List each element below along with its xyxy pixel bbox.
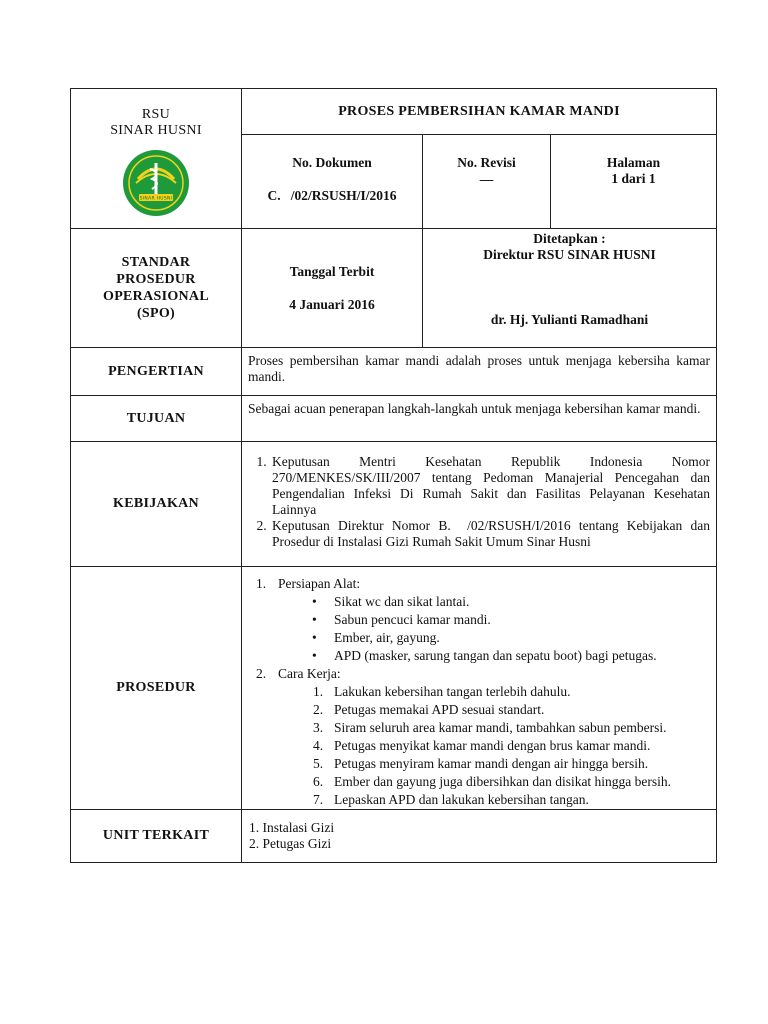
tujuan-row [71,396,716,442]
tanggal-terbit-value: 4 Januari 2016 [289,297,375,312]
tujuan-content [242,396,716,441]
unit-terkait-label: UNIT TERKAIT [71,810,242,862]
list-item: 3. Siram seluruh area kamar mandi, tambahkan sabun pembersi. [313,720,667,735]
list-item: 7. Lepaskan APD dan lakukan kebersihan tangan. [313,792,589,807]
no-revisi-cell [423,135,551,228]
spo-line3: OPERASIONAL [103,289,209,304]
list-item: 2. Petugas memakai APD sesuai standart. [313,702,545,717]
list-item: 5. Petugas menyiram kamar mandi dengan air hingga bersih. [313,756,649,771]
no-dokumen-cell [242,135,423,228]
hospital-name-line1: RSU [141,107,171,122]
list-item: • Sabun pencuci kamar mandi. [312,612,491,627]
spo-row [71,229,716,348]
halaman-cell [551,135,716,228]
header-row [71,89,716,229]
list-item: • Sikat wc dan sikat lantai. [312,594,470,609]
spo-cell [71,229,242,347]
kebijakan-list [242,442,716,550]
tujuan-label: TUJUAN [71,396,242,441]
prosedur-section-1: 1. Persiapan Alat: [256,576,361,591]
unit-terkait-row [71,810,716,862]
list-item: 6. Ember dan gayung juga dibersihkan dan disikat hingga bersih. [313,774,672,789]
list-item: 4. Petugas menyikat kamar mandi dengan brus kamar mandi. [313,738,651,753]
kebijakan-label: KEBIJAKAN [71,442,242,566]
no-revisi-label: No. Revisi [457,155,516,170]
signatory-name: dr. Hj. Yulianti Ramadhani [490,312,649,327]
tanggal-terbit-label: Tanggal Terbit [289,264,375,279]
kebijakan-item: 1. Keputusan Mentri Kesehatan Republik Indonesia Nomor 270/MENKES/SK/III/2007 tentang Pedoman Manajerial Pencegahan dan Pengendalian Infeksi Di Rumah Sakit dan Fasilitas Pelayanan Kesehatan Lainnya [270,454,710,518]
hospital-logo-icon [122,149,190,217]
list-item: 2. Petugas Gizi [249,836,332,851]
header-meta [242,135,716,228]
no-dokumen-value: C. /02/RSUSH/I/2016 [267,188,397,203]
tanggal-terbit-cell [242,229,423,347]
logo-text: SINAR HUSNI [139,196,173,202]
halaman-label: Halaman [606,155,661,170]
list-item: 1. Lakukan kebersihan tangan terlebih dahulu. [313,684,571,699]
spo-document [70,88,717,863]
prosedur-content [242,567,716,809]
prosedur-row [71,567,716,810]
ditetapkan-label: Ditetapkan : [533,231,606,246]
list-item: 1. Instalasi Gizi [249,820,335,835]
pengertian-row [71,348,716,396]
spo-right [242,229,716,347]
no-revisi-value: __ [479,167,494,182]
document-title: PROSES PEMBERSIHAN KAMAR MANDI [242,89,716,135]
pengertian-text: Proses pembersihan kamar mandi adalah proses untuk menjaga kebersiha kamar mandi. [248,353,710,384]
prosedur-section-2: 2. Cara Kerja: [256,666,341,681]
kebijakan-item: 2. Keputusan Direktur Nomor B. /02/RSUSH/I/2016 tentang Kebijakan dan Prosedur di Instalasi Gizi Rumah Sakit Umum Sinar Husni [270,518,710,550]
kebijakan-content [242,442,716,566]
unit-terkait-content [242,810,716,862]
ditetapkan-cell [423,229,716,347]
no-dokumen-label: No. Dokumen [292,155,372,170]
tujuan-text: Sebagai acuan penerapan langkah-langkah untuk menjaga kebersihan kamar mandi. [248,401,701,416]
direktur-title: Direktur RSU SINAR HUSNI [483,247,656,262]
list-item: • APD (masker, sarung tangan dan sepatu boot) bagi petugas. [312,648,657,663]
hospital-name-line2: SINAR HUSNI [110,123,202,138]
prosedur-section-title: Persiapan Alat: [278,576,361,591]
pengertian-label: PENGERTIAN [71,348,242,395]
prosedur-section-title: Cara Kerja: [278,666,341,681]
list-item: • Ember, air, gayung. [312,630,440,645]
spo-line2: PROSEDUR [116,272,196,287]
hospital-cell [71,89,242,228]
halaman-value: 1 dari 1 [611,171,656,186]
spo-line1: STANDAR [121,255,191,270]
spo-line4: (SPO) [136,306,176,321]
prosedur-label: PROSEDUR [71,567,242,809]
pengertian-content [242,348,716,395]
kebijakan-row [71,442,716,567]
header-right [242,89,716,228]
